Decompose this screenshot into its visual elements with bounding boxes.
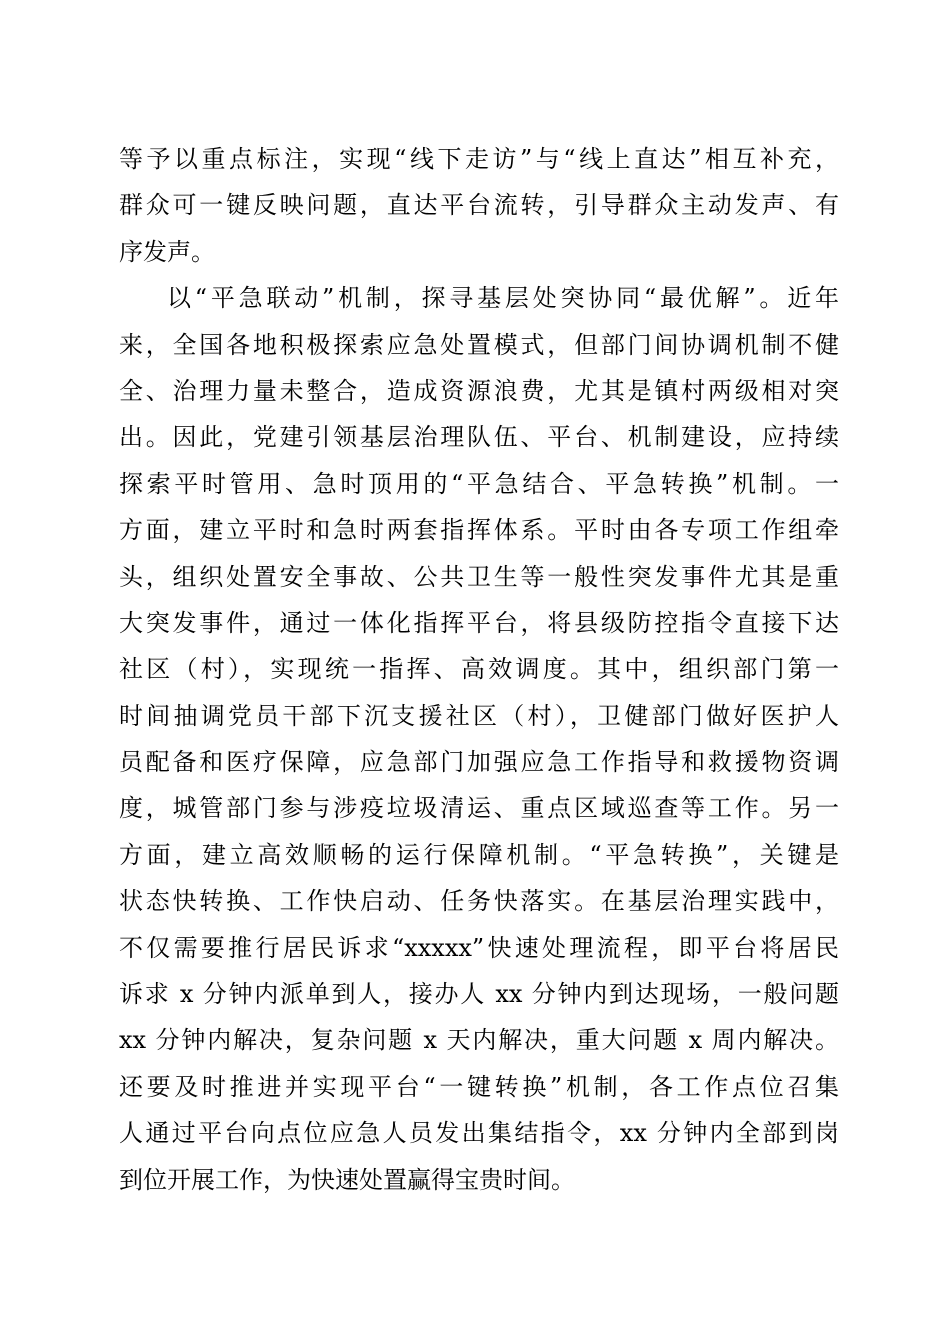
text-line: 方面，建立平时和急时两套指挥体系。平时由各专项工作组牵	[119, 516, 839, 545]
text-line: 头，组织处置安全事故、公共卫生等一般性突发事件尤其是重	[119, 562, 839, 591]
paragraph-first-line: 以“平急联动”机制，探寻基层处突协同“最优解”。近年	[167, 284, 839, 313]
text-line: 出。因此，党建引领基层治理队伍、平台、机制建设，应持续	[119, 423, 839, 452]
text-line: 来，全国各地积极探索应急处置模式，但部门间协调机制不健	[119, 330, 839, 359]
text-line: 时间抽调党员干部下沉支援社区（村），卫健部门做好医护人	[119, 701, 839, 730]
text-line: 全、治理力量未整合，造成资源浪费，尤其是镇村两级相对突	[119, 376, 839, 405]
text-line: 度，城管部门参与涉疫垃圾清运、重点区域巡查等工作。另一	[119, 794, 839, 823]
text-line: 诉求 x 分钟内派单到人，接办人 xx 分钟内到达现场，一般问题	[119, 980, 839, 1009]
text-line: 状态快转换、工作快启动、任务快落实。在基层治理实践中，	[119, 887, 839, 916]
text-line: 社区（村），实现统一指挥、高效调度。其中，组织部门第一	[119, 655, 839, 684]
text-line: 大突发事件，通过一体化指挥平台，将县级防控指令直接下达	[119, 608, 839, 637]
text-line: 方面，建立高效顺畅的运行保障机制。“平急转换”，关键是	[119, 840, 839, 869]
body-text	[119, 136, 839, 1203]
text-line: 探索平时管用、急时顶用的“平急结合、平急转换”机制。一	[119, 469, 839, 498]
text-line: 员配备和医疗保障，应急部门加强应急工作指导和救援物资调	[119, 748, 839, 777]
text-line: 群众可一键反映问题，直达平台流转，引导群众主动发声、有	[119, 191, 839, 220]
text-line: 到位开展工作，为快速处置赢得宝贵时间。	[119, 1165, 575, 1194]
text-line: 不仅需要推行居民诉求“xxxxx”快速处理流程，即平台将居民	[119, 933, 839, 962]
text-line: 序发声。	[119, 237, 215, 266]
text-line: xx 分钟内解决，复杂问题 x 天内解决，重大问题 x 周内解决。	[119, 1026, 839, 1055]
text-line: 等予以重点标注，实现“线下走访”与“线上直达”相互补充，	[119, 145, 839, 173]
text-line: 人通过平台向点位应急人员发出集结指令，xx 分钟内全部到岗	[119, 1119, 839, 1148]
text-line: 还要及时推进并实现平台“一键转换”机制，各工作点位召集	[119, 1072, 839, 1101]
